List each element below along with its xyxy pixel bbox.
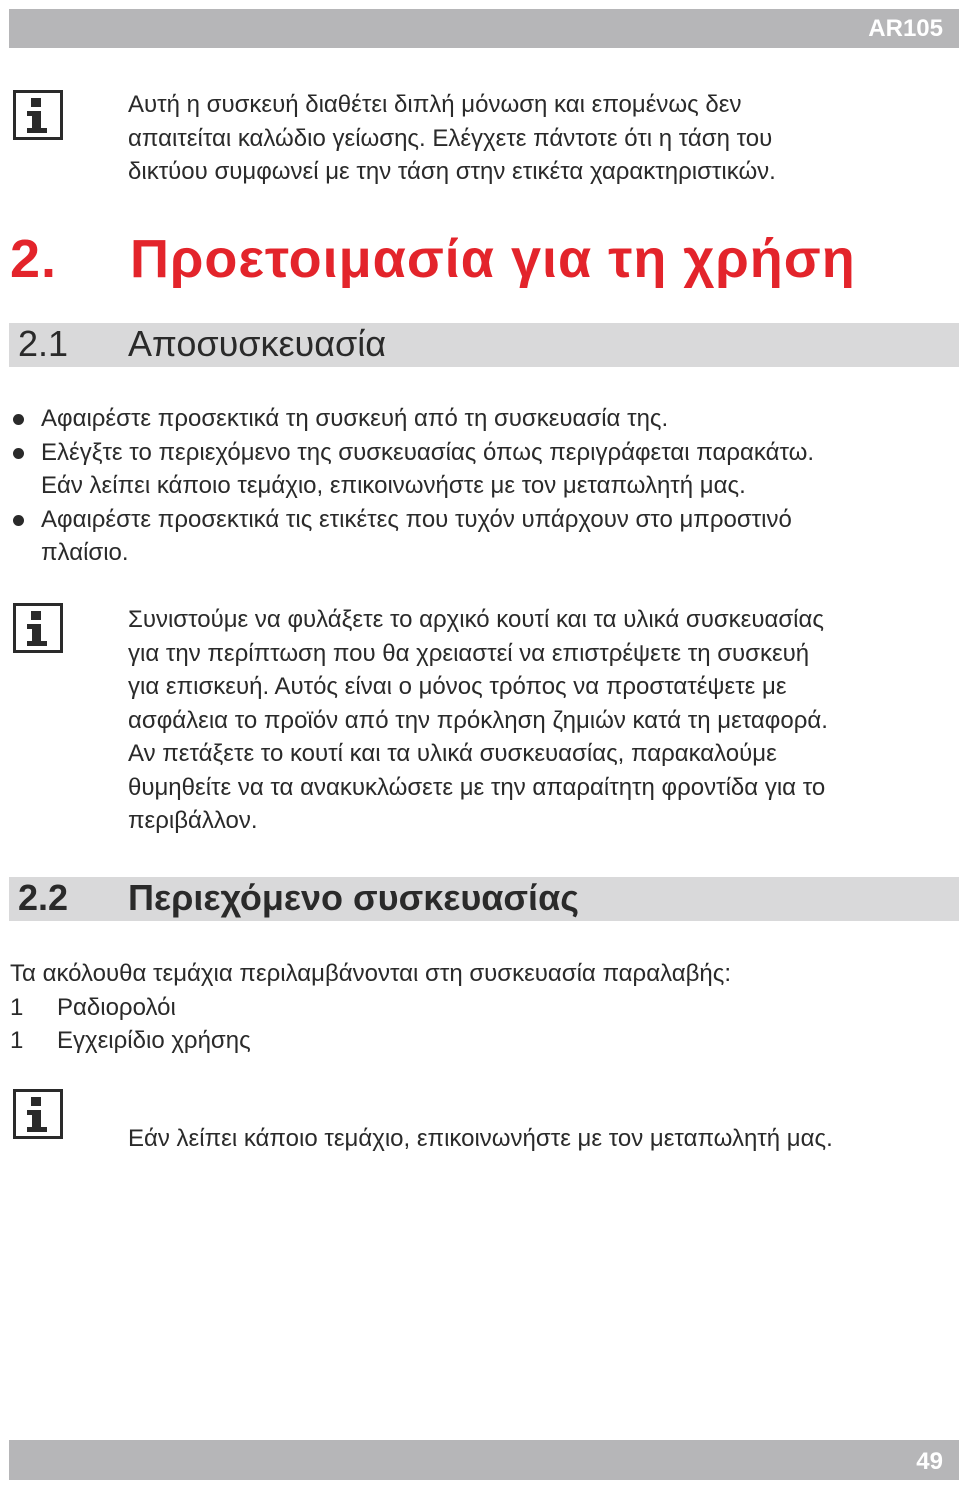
section-number: 2.1 (18, 323, 69, 364)
note-line: για την περίπτωση που θα χρειαστεί να επιστρέψετε τη συσκευή (128, 639, 810, 667)
info-icon (13, 1089, 63, 1139)
list-item-text: Αφαιρέστε προσεκτικά τη συσκευή από τη συσκευασία της. (41, 405, 669, 432)
note-missing (128, 1122, 953, 1156)
list-item (10, 436, 955, 503)
note-line: δικτύου συμφωνεί με την τάση στην ετικέτα χαρακτηριστικών. (128, 158, 776, 185)
info-icon (13, 603, 63, 653)
list-item-text: Αφαιρέστε προσεκτικά τις ετικέτες που τυχόν υπάρχουν στο μπροστινό (41, 505, 792, 533)
section-number: 2.2 (18, 877, 69, 918)
chapter-number: 2. (10, 229, 58, 289)
item-name: Ραδιορολόι (57, 993, 176, 1021)
note-line: απαιτείται καλώδιο γείωσης. Ελέγχετε πάντοτε ότι η τάση του (128, 124, 773, 152)
chapter-title: Προετοιμασία για τη χρήση (130, 229, 856, 289)
header-bar (9, 9, 959, 48)
page-number: 49 (916, 1448, 943, 1475)
note-line: για επισκευή. Αυτός είναι ο μόνος τρόπος να προστατέψετε με (128, 673, 787, 700)
list-item-text: Ελέγξτε το περιεχόμενο της συσκευασίας όπως περιγράφεται παρακάτω. (41, 438, 815, 466)
section-title: Περιεχόμενο συσκευασίας (128, 877, 579, 918)
package-contents (10, 957, 950, 1058)
list-item-text: πλαίσιο. (41, 539, 129, 566)
note-line: Συνιστούμε να φυλάξετε το αρχικό κουτί και τα υλικά συσκευασίας (128, 606, 824, 633)
list-item-text: Εάν λείπει κάποιο τεμάχιο, επικοινωνήστε με τον μεταπωλητή μας. (41, 472, 746, 499)
note-line: θυμηθείτε να τα ανακυκλώσετε με την απαραίτητη φροντίδα για το (128, 773, 826, 801)
note-line: Αν πετάξετε το κουτί και τα υλικά συσκευασίας, παρακαλούμε (128, 740, 777, 767)
note-insulation (128, 88, 953, 189)
section-heading-contents (9, 877, 959, 921)
item-quantity: 1 (10, 993, 24, 1021)
list-item (10, 503, 955, 570)
unpacking-list (10, 402, 955, 570)
note-line: Εάν λείπει κάποιο τεμάχιο, επικοινωνήστε με τον μεταπωλητή μας. (128, 1125, 833, 1152)
item-name: Εγχειρίδιο χρήσης (57, 1027, 251, 1054)
contents-item (10, 991, 950, 1025)
section-title: Αποσυσκευασία (128, 323, 387, 364)
note-line: Αυτή η συσκευή διαθέτει διπλή μόνωση και επομένως δεν (128, 91, 742, 118)
contents-item (10, 1024, 950, 1058)
note-packaging (128, 603, 953, 838)
section-heading-unpacking (9, 323, 959, 367)
info-icon (13, 90, 63, 140)
model-label: AR105 (868, 15, 943, 42)
footer-bar (9, 1440, 959, 1480)
list-item (10, 402, 955, 436)
note-line: ασφάλεια το προϊόν από την πρόκληση ζημιών κατά τη μεταφορά. (128, 706, 828, 734)
note-line: περιβάλλον. (128, 807, 258, 834)
contents-intro: Τα ακόλουθα τεμάχια περιλαμβάνονται στη συσκευασία παραλαβής: (10, 960, 731, 987)
item-quantity: 1 (10, 1027, 24, 1054)
